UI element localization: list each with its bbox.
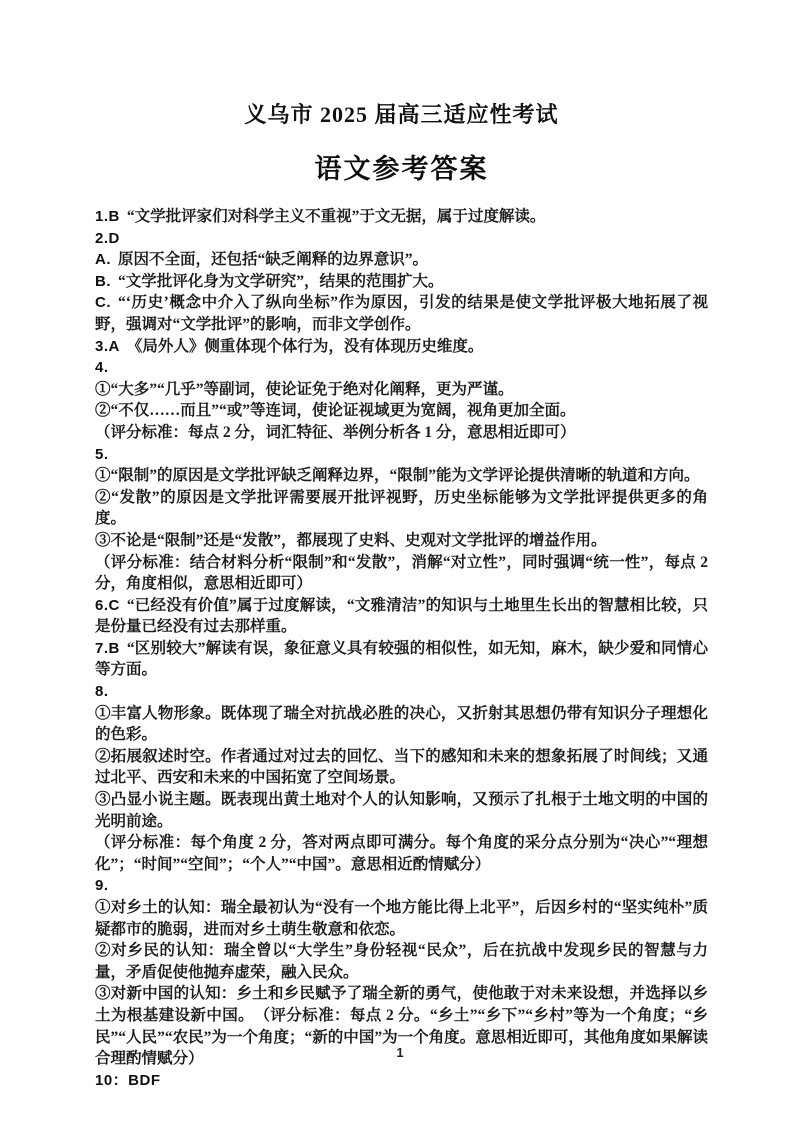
answer-text: ①对乡土的认知：瑞全最初认为“没有一个地方能比得上北平”，后因乡村的“坚实纯朴”质疑都市的脆弱，进而对乡土萌生敬意和依恋。	[95, 899, 708, 938]
answer-paragraph	[95, 465, 708, 487]
page-number: 1	[396, 1045, 404, 1060]
answer-paragraph	[95, 789, 708, 832]
answer-label: 6.C	[95, 596, 120, 614]
answer-label: C.	[95, 294, 111, 312]
answer-label: 10：BDF	[95, 1071, 161, 1089]
answer-key-subtitle: 语文参考答案	[314, 154, 489, 184]
answer-label: 8.	[95, 683, 109, 701]
answer-paragraph	[95, 249, 708, 271]
answer-paragraph	[95, 336, 708, 358]
answer-paragraph	[95, 681, 708, 703]
answer-paragraph	[95, 897, 708, 940]
answer-paragraph	[95, 746, 708, 789]
answer-paragraph	[95, 271, 708, 293]
answer-text: ①“限制”的原因是文学批评缺乏阐释边界，“限制”能为文学评论提供清晰的轨道和方向。	[95, 467, 700, 485]
exam-title: 义乌市 2025 届高三适应性考试	[244, 102, 559, 127]
answer-text: ②对乡民的认知：瑞全曾以“大学生”身份轻视“民众”，后在抗战中发现乡民的智慧与力量，矛盾促使他抛弃虚荣，融入民众。	[95, 942, 708, 981]
answer-text: ①丰富人物形象。既体现了瑞全对抗战必胜的决心，又折射其思想仍带有知识分子理想化的色彩。	[95, 704, 708, 744]
answer-text: 原因不全面，还包括“缺乏阐释的边界意识”。	[118, 251, 429, 269]
answer-paragraph	[95, 206, 708, 228]
answer-text: ③凸显小说主题。既表现出黄土地对个人的认知影响，又预示了扎根于土地文明的中国的光明前途。	[95, 791, 708, 830]
answer-text: ②“不仅……而且”“或”等连词，使论证视域更为宽阔，视角更加全面。	[95, 402, 576, 420]
answer-text: ③对新中国的认知：乡土和乡民赋予了瑞全新的勇气，使他敢于对未来设想，并选择以乡土为根基建设新中国。 （评分标准：每点 2 分。“乡土”“乡下”“乡村”等为一个角度；“乡民”“人民”“农民”为一个角度；“新的中国”为一个角度。意思相近即可，其他角度如果解读合理酌情赋分）	[95, 985, 708, 1068]
answer-paragraph	[95, 940, 708, 983]
answer-paragraph	[95, 444, 708, 466]
answer-text: ①“大多”“几乎”等副词，使论证免于绝对化阐释，更为严谨。	[95, 380, 514, 398]
answer-paragraph	[95, 552, 708, 595]
answer-text: （评分标准：每点 2 分，词汇特征、举例分析各 1 分，意思相近即可）	[95, 423, 576, 441]
answer-text: ②拓展叙述时空。作者通过对过去的回忆、当下的感知和未来的想象拓展了时间线；又通过北平、西安和未来的中国拓宽了空间场景。	[95, 747, 708, 787]
answer-text: ③不论是“限制”还是“发散”，都展现了史料、史观对文学批评的增益作用。	[95, 531, 607, 549]
answer-label: 7.B	[95, 639, 120, 657]
answer-paragraph	[95, 400, 708, 422]
answer-paragraph	[95, 595, 708, 638]
answer-paragraph	[95, 1070, 708, 1092]
answer-paragraph	[95, 703, 708, 746]
answer-label: 9.	[95, 877, 109, 895]
answer-text: “已经没有价值”属于过度解读，“文雅清洁”的知识与土地里生长出的智慧相比较，只是份量已经没有过去那样重。	[95, 596, 708, 636]
answer-paragraph	[95, 292, 708, 335]
answer-label: B.	[95, 272, 111, 290]
answer-paragraph	[95, 379, 708, 401]
answer-text: “文学批评家们对科学主义不重视”于文无据，属于过度解读。	[126, 208, 546, 225]
answer-label: 4.	[95, 359, 109, 377]
answer-paragraph	[95, 228, 708, 250]
answer-paragraph	[95, 875, 708, 897]
answer-label: 1.B	[95, 208, 120, 225]
answer-text: “区别较大”解读有误，象征意义具有较强的相似性，如无知，麻木，缺少爱和同情心等方面。	[95, 639, 708, 679]
answer-text: “文学批评化身为文学研究”，结果的范围扩大。	[118, 272, 444, 290]
answer-paragraph	[95, 638, 708, 681]
answer-text: “‘历史’概念中介入了纵向坐标”作为原因，引发的结果是使文学批评极大地拓展了视野，强调对“文学批评”的影响，而非文学创作。	[95, 294, 708, 333]
answer-paragraph	[95, 487, 708, 530]
answer-paragraph	[95, 357, 708, 379]
answer-paragraph	[95, 422, 708, 444]
answer-text: ②“发散”的原因是文学批评需要展开批评视野，历史坐标能够为文学批评提供更多的角度。	[95, 488, 708, 528]
answer-paragraph	[95, 530, 708, 552]
answer-text: （评分标准：每个角度 2 分，答对两点即可满分。每个角度的采分点分别为“决心”“理想化”；“时间”“空间”；“个人”“中国”。意思相近酌情赋分）	[95, 834, 708, 873]
answer-text: 《局外人》侧重体现个体行为，没有体现历史维度。	[126, 337, 484, 355]
answers-body	[95, 206, 708, 1091]
answer-label: 2.D	[95, 229, 120, 247]
answer-label: A.	[95, 251, 111, 269]
answer-label: 5.	[95, 445, 109, 463]
answer-text: （评分标准：结合材料分析“限制”和“发散”，消解“对立性”，同时强调“统一性”，每点 2 分，角度相似，意思相近即可）	[95, 553, 708, 593]
answer-paragraph	[95, 832, 708, 875]
answer-label: 3.A	[95, 337, 120, 355]
